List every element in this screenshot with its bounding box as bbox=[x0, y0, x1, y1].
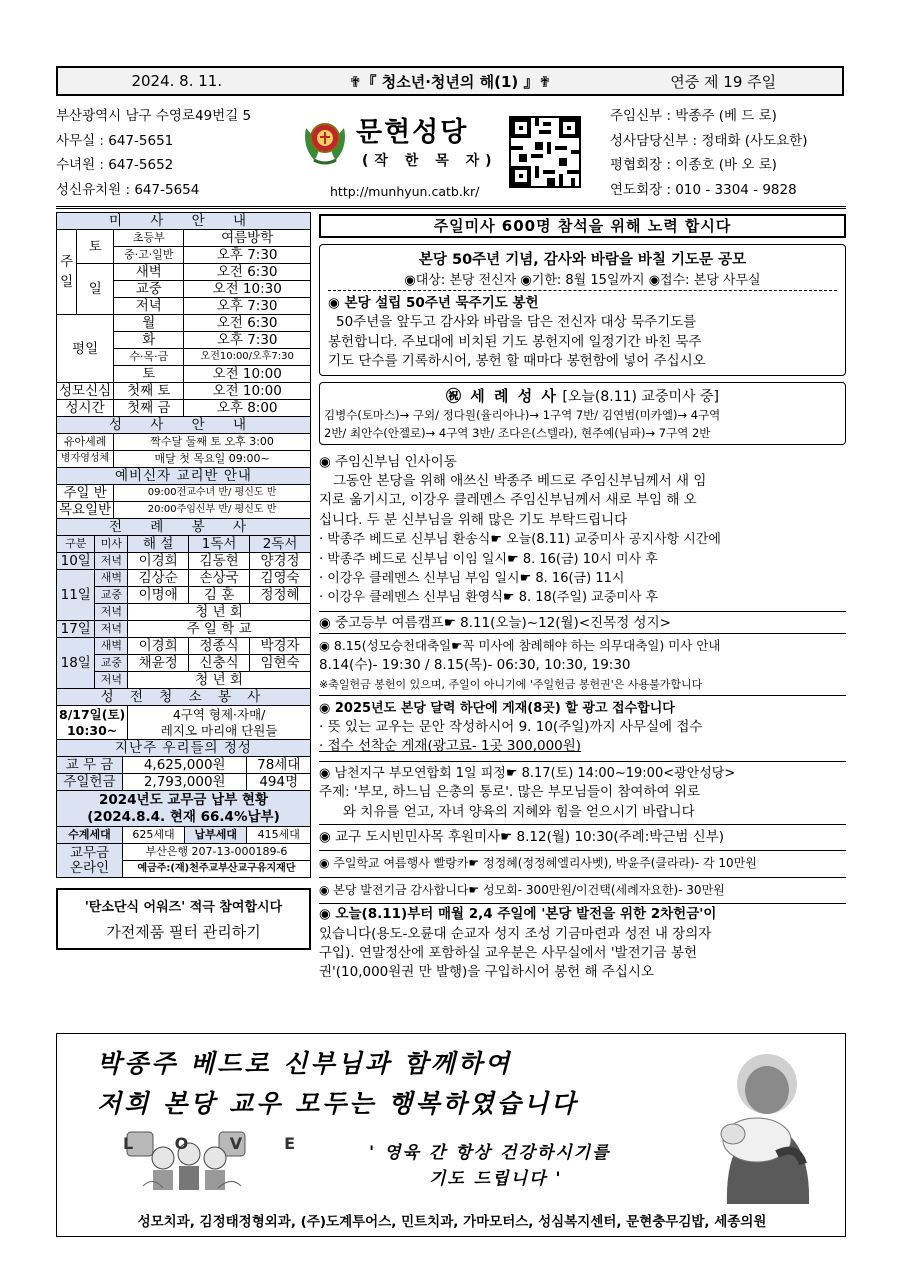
liturgy-mass: 새벽 bbox=[95, 638, 128, 655]
liturgy-reader1: 신충식 bbox=[189, 655, 250, 672]
bank-account: 부산은행 207-13-000189-6 bbox=[122, 844, 310, 861]
mass-slot: 토 bbox=[114, 366, 184, 383]
catechism-label: 주일 반 bbox=[57, 485, 114, 502]
wish-line1: ' 영육 간 항상 건강하시기를 bbox=[369, 1143, 611, 1163]
offering-label: 주일헌금 bbox=[57, 774, 123, 791]
cleaning-group1: 4구역 형제·자매/ bbox=[172, 706, 266, 722]
poor-mass-text: ◉ 교구 도시빈민사목 후원미사☛ 8.12(월) 10:30(주례:박근범 신부) bbox=[319, 828, 725, 845]
liturgy-reader2: 양경정 bbox=[250, 553, 311, 570]
cleaning-group-cell bbox=[128, 706, 311, 740]
online-label-cell bbox=[57, 844, 123, 878]
calendar-title: ◉ 2025년도 본당 달력 하단에 게재(8곳) 할 광고 접수합니다 bbox=[319, 700, 675, 716]
mass-time: 오후 7:30 bbox=[184, 298, 311, 315]
transfer-item: · 박종주 베드로 신부님 환송식☛ 오늘(8.11) 교중미사 공지사항 시간에 bbox=[319, 532, 721, 548]
dues-status-cell bbox=[57, 791, 311, 827]
sacrament-time: 짝수달 둘째 토 오후 3:00 bbox=[114, 434, 311, 451]
online-label2: 온라인 bbox=[69, 859, 110, 876]
baptism-line: 2반/ 최안수(안젤로)→ 4구역 3반/ 조다은(스텔라), 현주예(님파)→ 7구역 2반 bbox=[324, 425, 711, 440]
sunday-label: 주일 bbox=[57, 230, 77, 315]
prayer-title: ◉ 본당 설립 50주년 묵주기도 봉헌 bbox=[328, 295, 539, 311]
devotion-day: 첫째 금 bbox=[114, 400, 184, 417]
devotion-day: 첫째 토 bbox=[114, 383, 184, 400]
camp-text: ◉ 중고등부 여름캠프☛ 8.11(오늘)~12(월)<진목정 성지> bbox=[319, 614, 671, 631]
assumption-notice bbox=[319, 633, 846, 695]
liturgy-day: 10일 bbox=[57, 553, 95, 570]
sunday-day-label: 일 bbox=[77, 264, 114, 315]
transfer-line: 그동안 본당을 위해 애쓰신 박종주 베드로 주임신부님께서 새 임 bbox=[333, 473, 707, 490]
sunday-school-text: ◉ 주일학교 여름행사 빨랑카☛ 정정혜(정정혜엘리사벳), 박윤주(클라라)- 각 10만원 bbox=[319, 856, 757, 871]
transfer-line: 지로 옮기시고, 이강우 클레멘스 주임신부님께서 새로 부임 해 오 bbox=[319, 492, 697, 509]
right-column bbox=[319, 214, 846, 983]
offering-count: 78세대 bbox=[247, 757, 311, 774]
mass-time: 오후 7:30 bbox=[184, 247, 311, 264]
cleaning-title: 성 전 청 소 봉 사 bbox=[57, 689, 311, 706]
offering-label: 교 무 금 bbox=[57, 757, 123, 774]
second-collection-line: 권'(10,000원권 만 발행)을 구입하시어 봉헌 해 주십시오 bbox=[319, 964, 655, 981]
calendar-line: · 접수 선착순 게재(광고료- 1곳 300,000원) bbox=[319, 738, 582, 755]
church-name: 문현성당 bbox=[356, 117, 469, 148]
mass-slot: 중·고·일반 bbox=[114, 247, 184, 264]
offering-table bbox=[56, 739, 311, 878]
funeral-president: 연도회장 : 010 - 3304 - 9828 bbox=[610, 181, 797, 198]
sacrament-label: 병자영성체 bbox=[57, 451, 114, 468]
staff-block bbox=[610, 104, 808, 202]
love-kids-illustration bbox=[123, 1126, 338, 1196]
kindergarten-phone: 성신유치원 : 647-5654 bbox=[56, 181, 200, 198]
catechism-time: 20:00주임신부 반/ 평신도 반 bbox=[114, 502, 311, 519]
prayer-line: 기도 단수를 기록하시어, 봉헌 할 때마다 봉헌함에 넣어 주십시오 bbox=[328, 353, 706, 370]
camp-notice bbox=[319, 611, 846, 633]
eco-text: 가전제품 필터 관리하기 bbox=[106, 923, 261, 941]
devotion-label: 성시간 bbox=[57, 400, 114, 417]
baptism-box bbox=[319, 382, 846, 445]
mass-time: 오전10:00/오후7:30 bbox=[184, 349, 311, 366]
liturgy-reader2: 임현숙 bbox=[250, 655, 311, 672]
qr-code[interactable] bbox=[509, 116, 581, 188]
liturgy-day: 11일 bbox=[57, 570, 95, 621]
liturgy-reader1: 손상국 bbox=[189, 570, 250, 587]
liturgy-mass: 저녁 bbox=[95, 553, 128, 570]
household-label: 수계세대 bbox=[57, 827, 123, 844]
liturgy-head: 2독서 bbox=[250, 536, 311, 553]
mass-time: 오후 7:30 bbox=[184, 332, 311, 349]
cleaning-time: 10:30~ bbox=[66, 722, 118, 738]
sunday-school-notice bbox=[319, 850, 846, 873]
contest-info: ◉대상: 본당 전신자 ◉기한: 8월 15일까지 ◉접수: 본당 사무실 bbox=[328, 269, 837, 291]
contest-title: 본당 50주년 기념, 감사와 바람을 바칠 기도문 공모 bbox=[418, 252, 747, 268]
liturgy-commentary: 이경희 bbox=[128, 638, 189, 655]
mass-time: 여름방학 bbox=[184, 230, 311, 247]
offering-amount: 4,625,000원 bbox=[122, 757, 247, 774]
eco-title: '탄소단식 어워즈' 적극 참여합시다 bbox=[84, 900, 283, 915]
liturgy-group: 청 년 회 bbox=[128, 604, 311, 621]
liturgy-commentary: 이경희 bbox=[128, 553, 189, 570]
shepherd-lamb-illustration bbox=[707, 1044, 827, 1204]
address: 부산광역시 남구 수영로49번길 5 bbox=[56, 108, 252, 124]
church-url[interactable]: http://munhyun.catb.kr/ bbox=[330, 184, 480, 199]
farewell-line2: 저희 본당 교우 모두는 행복하였습니다 bbox=[97, 1089, 579, 1118]
calendar-notice bbox=[319, 699, 846, 757]
catechism-label: 목요일반 bbox=[57, 502, 114, 519]
mass-time: 오전 10:30 bbox=[184, 281, 311, 298]
convent-phone: 수녀원 : 647-5652 bbox=[56, 157, 174, 174]
office-phone: 사무실 : 647-5651 bbox=[56, 132, 174, 149]
sacrament-time: 매달 첫 목요일 09:00~ bbox=[114, 451, 311, 468]
development-text: ◉ 본당 발전기금 감사합니다☛ 성모회- 300만원/이건택(세례자요한)- 30만원 bbox=[319, 882, 725, 897]
liturgy-group: 주 일 학 교 bbox=[128, 621, 311, 638]
dues-status-title: 2024년도 교무금 납부 현황 bbox=[98, 791, 269, 808]
liturgy-head: 1독서 bbox=[189, 536, 250, 553]
liturgy-reader2: 정정혜 bbox=[250, 587, 311, 604]
devotion-time: 오전 10:00 bbox=[184, 383, 311, 400]
offering-count: 494명 bbox=[247, 774, 311, 791]
mass-time: 오전 10:00 bbox=[184, 366, 311, 383]
wish-line2: 기도 드립니다 ' bbox=[429, 1169, 563, 1189]
liturgy-mass: 저녁 bbox=[95, 672, 128, 689]
household-label: 납부세대 bbox=[185, 827, 247, 844]
offering-title: 지난주 우리들의 정성 bbox=[57, 740, 311, 757]
attendance-banner: 주일미사 600명 참석을 위해 노력 합시다 bbox=[319, 214, 846, 238]
parents-title: ◉ 남천지구 부모연합회 1일 피정☛ 8.17(토) 14:00~19:00<광안성당> bbox=[319, 765, 736, 781]
sacrament-label: 유아세례 bbox=[57, 434, 114, 451]
mass-slot: 교중 bbox=[114, 281, 184, 298]
assumption-times: 8.14(수)- 19:30 / 8.15(목)- 06:30, 10:30, 19:30 bbox=[319, 656, 631, 673]
transfer-item: · 이강우 클레멘스 신부님 환영식☛ 8. 18(주일) 교중미사 후 bbox=[319, 590, 659, 606]
transfer-item: · 박종주 베드로 신부님 이임 일시☛ 8. 16(금) 10시 미사 후 bbox=[319, 551, 658, 567]
transfer-title: ◉ 주임신부님 인사이동 bbox=[319, 453, 457, 470]
household-value: 625세대 bbox=[122, 827, 184, 844]
contact-block bbox=[56, 104, 251, 202]
baptism-note: [오늘(8.11) 교중미사 중] bbox=[562, 388, 719, 405]
baptism-title: ㊗ 세 례 성 사 bbox=[446, 386, 558, 405]
liturgy-mass: 저녁 bbox=[95, 621, 128, 638]
liturgy-reader2: 박경자 bbox=[250, 638, 311, 655]
mass-slot: 월 bbox=[114, 315, 184, 332]
header-bar bbox=[56, 66, 844, 96]
second-collection-notice bbox=[319, 903, 846, 983]
liturgy-head: 미사 bbox=[95, 536, 128, 553]
liturgy-title: 전 례 봉 사 bbox=[57, 519, 311, 536]
sacrament-title: 성 사 안 내 bbox=[57, 417, 311, 434]
liturgy-mass: 새벽 bbox=[95, 570, 128, 587]
baptism-line: 김병수(토마스)→ 구외/ 정다원(율리아나)→ 1구역 7반/ 김연범(미카엘)→ 4구역 bbox=[324, 407, 721, 422]
issue-date: 2024. 8. 11. bbox=[131, 72, 223, 90]
transfer-item: · 이강우 클레멘스 신부님 부임 일시☛ 8. 16(금) 11시 bbox=[319, 571, 625, 587]
church-subtitle: (작 한 목 자) bbox=[362, 153, 498, 169]
cleaning-group2: 레지오 마리애 단원들 bbox=[160, 722, 278, 738]
liturgy-reader2: 김영숙 bbox=[250, 570, 311, 587]
liturgy-commentary: 채윤정 bbox=[128, 655, 189, 672]
prayer-line: 50주년을 앞두고 감사와 바람을 담은 전신자 대상 묵주기도를 bbox=[336, 314, 697, 331]
assumption-title: ◉ 8.15(성모승천대축일☛꼭 미사에 참례해야 하는 의무대축일) 미사 안내 bbox=[319, 638, 721, 654]
liturgy-reader1: 김 훈 bbox=[189, 587, 250, 604]
transfer-line: 십니다. 두 분 신부님을 위해 많은 기도 부탁드립니다 bbox=[319, 511, 628, 528]
header-divider bbox=[56, 206, 846, 209]
parents-notice bbox=[319, 761, 846, 822]
calendar-line: · 뜻 있는 교우는 문안 작성하시어 9. 10(주일)까지 사무실에 접수 bbox=[319, 718, 703, 735]
parents-line: 와 치유를 얻고, 자녀 양육의 지혜와 힘을 얻으시기 바랍니다 bbox=[343, 803, 695, 820]
saturday-label: 토 bbox=[77, 230, 114, 264]
council-president: 평협회장 : 이종호 (바 오 로) bbox=[610, 157, 777, 174]
mass-slot: 화 bbox=[114, 332, 184, 349]
liturgy-head: 구분 bbox=[57, 536, 95, 553]
liturgy-head: 해 설 bbox=[128, 536, 189, 553]
liturgical-week: 연중 제 19 주일 bbox=[670, 72, 777, 91]
love-text: LOVE bbox=[123, 1134, 338, 1153]
liturgy-day: 18일 bbox=[57, 638, 95, 689]
devotion-time: 오후 8:00 bbox=[184, 400, 311, 417]
poor-mass-notice bbox=[319, 824, 846, 847]
liturgy-reader1: 정종식 bbox=[189, 638, 250, 655]
liturgy-reader1: 김동현 bbox=[189, 553, 250, 570]
transfer-section bbox=[319, 453, 846, 608]
liturgy-mass: 교중 bbox=[95, 655, 128, 672]
liturgy-commentary: 김상순 bbox=[128, 570, 189, 587]
development-notice bbox=[319, 877, 846, 900]
farewell-line1: 박종주 베드로 신부님과 함께하여 bbox=[97, 1049, 513, 1078]
second-collection-line: 있습니다(용도-오륜대 순교자 성지 조성 기금마련과 성전 내 장의자 bbox=[319, 925, 712, 942]
second-collection-line: 구입). 연말정산에 포함하실 교우분은 사무실에서 '발전기금 봉헌 bbox=[319, 944, 698, 961]
sponsor-list: 성모치과, 김정태정형외과, (주)도계투어스, 민트치과, 가마모터스, 성심복지센터, 문현충무김밥, 세종의원 bbox=[137, 1214, 767, 1230]
church-emblem-icon bbox=[300, 112, 350, 166]
liturgy-commentary: 이명애 bbox=[128, 587, 189, 604]
left-column bbox=[56, 212, 311, 950]
mass-slot: 초등부 bbox=[114, 230, 184, 247]
assistant-priest: 성사담당신부 : 정태화 (사도요한) bbox=[610, 132, 808, 149]
weekday-label: 평일 bbox=[57, 315, 114, 383]
liturgy-mass: 교중 bbox=[95, 587, 128, 604]
mass-time: 오전 6:30 bbox=[184, 315, 311, 332]
farewell-panel bbox=[56, 1033, 846, 1237]
household-value: 415세대 bbox=[247, 827, 311, 844]
offering-amount: 2,793,000원 bbox=[122, 774, 247, 791]
mass-time: 오전 6:30 bbox=[184, 264, 311, 281]
liturgy-day: 17일 bbox=[57, 621, 95, 638]
contest-box bbox=[319, 244, 846, 376]
mass-title: 미 사 안 내 bbox=[57, 213, 311, 230]
devotion-label: 성모신심 bbox=[57, 383, 114, 400]
pastor: 주임신부 : 박종주 (베 드 로) bbox=[610, 108, 777, 124]
liturgy-mass: 저녁 bbox=[95, 604, 128, 621]
prayer-line: 봉헌합니다. 주보대에 비치된 기도 봉헌지에 일정기간 바친 묵주 bbox=[328, 333, 702, 350]
mass-slot: 새벽 bbox=[114, 264, 184, 281]
year-theme: ✟『 청소년·청년의 해(1) 』✟ bbox=[348, 72, 552, 91]
cleaning-date: 8/17일(토) bbox=[59, 706, 126, 722]
mass-schedule-table bbox=[56, 212, 311, 519]
dues-status-sub: (2024.8.4. 현재 66.4%납부) bbox=[87, 808, 280, 825]
mass-slot: 수·목·금 bbox=[114, 349, 184, 366]
liturgy-group: 청 년 회 bbox=[128, 672, 311, 689]
second-collection-line: ◉ 오늘(8.11)부터 매월 2,4 주일에 '본당 발전을 위한 2차헌금'이 bbox=[319, 906, 717, 923]
online-label1: 교무금 bbox=[69, 844, 110, 861]
catechism-title: 예비신자 교리반 안내 bbox=[57, 468, 311, 485]
parents-line: 주제: '부모, 하느님 은총의 통로'. 많은 부모님들이 참여하여 위로 bbox=[319, 784, 700, 801]
cleaning-date-cell bbox=[57, 706, 128, 740]
assumption-note: ※축일헌금 봉헌이 있으며, 주일이 아니기에 '주일헌금 봉헌권'은 사용불가합니다 bbox=[319, 675, 846, 695]
eco-campaign-box bbox=[56, 888, 311, 950]
liturgy-table bbox=[56, 518, 311, 740]
mass-slot: 저녁 bbox=[114, 298, 184, 315]
account-holder: 예금주:(재)천주교부산교구유지재단 bbox=[122, 861, 310, 878]
catechism-time: 09:00전교수녀 반/ 평신도 반 bbox=[114, 485, 311, 502]
